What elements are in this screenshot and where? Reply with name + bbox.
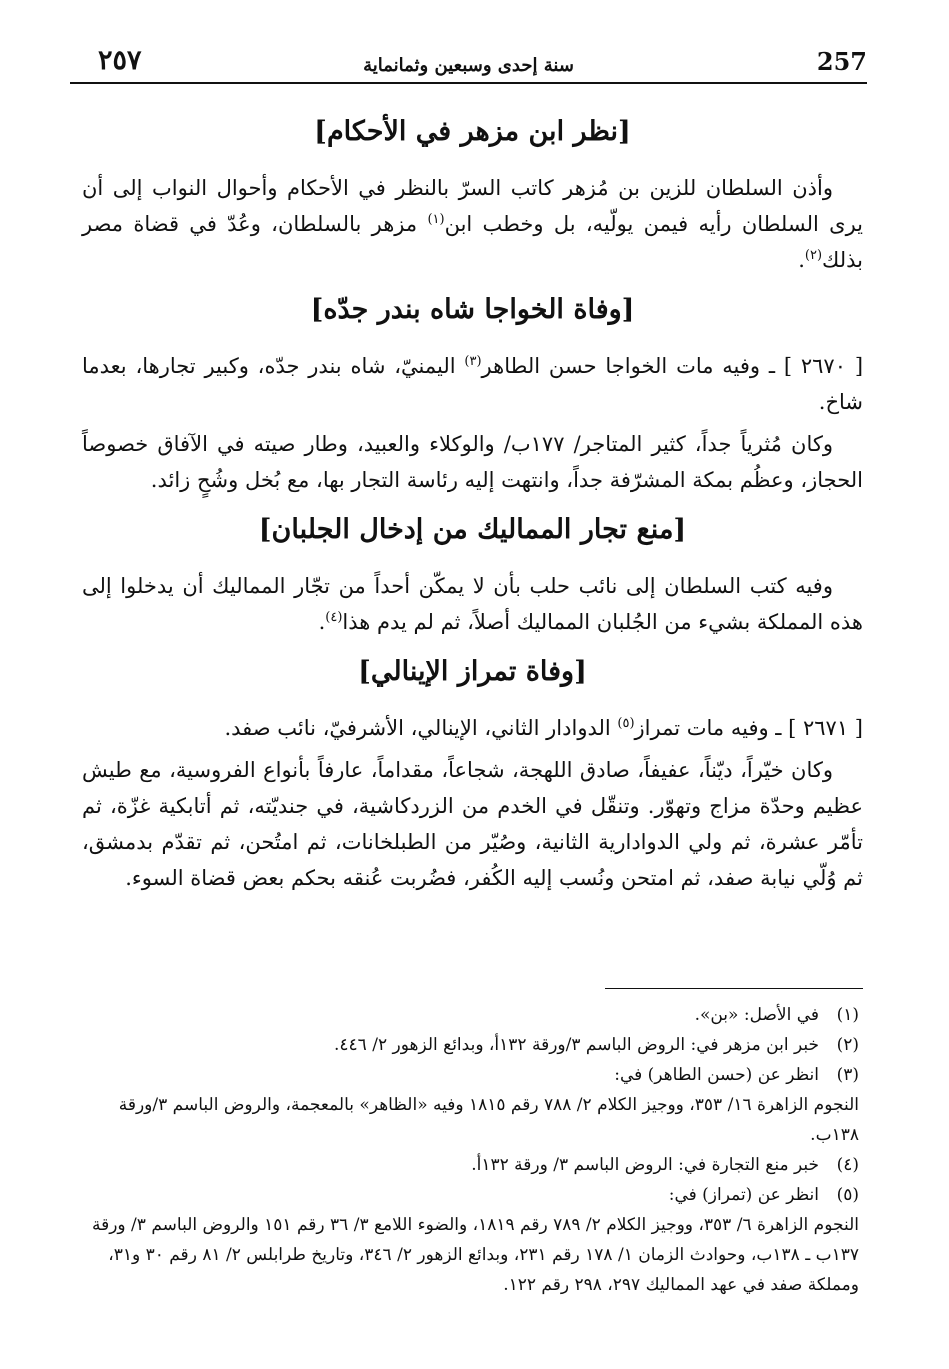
footnote-number: (٢) — [836, 1035, 859, 1055]
footnote-text: في الأصل: «بن». — [694, 1005, 819, 1025]
footnote-continuation: النجوم الزاهرة ١٦/ ٣٥٣، ووجيز الكلام ٢/ ٧٨٨ رقم ١٨١٥ وفيه «الظاهر» بالمعجمة، والروض الباسم ٣/ورقة ١٣٨ب. — [118, 1095, 859, 1145]
footnote-ref: (٤) — [325, 610, 343, 625]
footnote-text: انظر عن (حسن الطاهر) في: — [614, 1065, 819, 1085]
entry-paragraph: [ ٢٦٧١ ] ـ وفيه مات تمراز$^{(٥)}$ الدوادار الثاني، الإينالي، الأشرفيّ، نائب صفد. — [224, 716, 863, 740]
footnote-text: خبر منع التجارة في: الروض الباسم ٣/ ورقة ١٣٢أ. — [471, 1155, 819, 1175]
footnote-number: (٥) — [836, 1185, 859, 1205]
entry-paragraph: [ ٢٦٧٠ ] ـ وفيه مات الخواجا حسن الطاهر$^{(٣)}$ اليمنيّ، شاه بندر جدّه، وكبير تجارها، بعدما شاخ. — [82, 354, 864, 414]
paragraph: وفيه كتب السلطان إلى نائب حلب بأن لا يمكّن أحداً من تجّار المماليك أن يدخلوا إلى هذه المملكة بشيء من الجُلبان المماليك أصلاً، ثم لم يدم هذا$^{(٤)}$. — [82, 574, 863, 634]
footnote — [82, 1150, 859, 1180]
footnote-ref: (١) — [427, 212, 445, 227]
page-number-latin: 257 — [816, 47, 867, 76]
footnotes — [82, 1000, 859, 1300]
footnote — [82, 1000, 859, 1030]
footnote-ref: (٥) — [617, 716, 635, 731]
paragraph: وأذن السلطان للزين بن مُزهر كاتب السرّ بالنظر في الأحكام وأحوال النواب إلى أن يرى السلطان رأيه فيمن يولّيه، بل وخطب ابن$^{(١)}$ مزهر بالسلطان، وعُدّ في قضاة مصر بذلك$^{(٢)}$. — [82, 176, 863, 272]
footnote — [82, 1180, 859, 1210]
footnote-ref: (٢) — [804, 248, 823, 263]
paragraph: وكان خيّراً، ديّناً، عفيفاً، صادق اللهجة، شجاعاً، مقداماً، عارفاً بأنواع الفروسية، مع طيش عظيم وحدّة مزاج وتهوّر. وتنقّل في الخدم من الزردكاشية، في جنديّته، ثم أتابكية غزّة، ثم تأمّر عشرة، ثم ولي الدوادارية الثانية، وصُيّر من الطبلخانات، ثم امتُحن، ثم تقدّم بدمشق، ثم وُلّي نيابة صفد، ثم امتحن ونُسب إليه الكُفر، فضُربت عُنقه بحكم بعض قضاة السوء. — [82, 758, 863, 890]
footnote — [82, 1030, 859, 1060]
footnote-continuation: النجوم الزاهرة ٦/ ٣٥٣، ووجيز الكلام ٢/ ٧٨٩ رقم ١٨١٩، والضوء اللامع ٣/ ٣٦ رقم ١٥١ والروض الباسم ٣/ ورقة ١٣٧ب ـ ١٣٨ب، وحوادث الزمان ١/ ١٧٨ رقم ٢٣١، وبدائع الزهور ٢/ ٣٤٦، وتاريخ طرابلس ٢/ ٨١ رقم ٣٠ و٣١، ومملكة صفد في عهد المماليك ٢٩٧، ٢٩٨ رقم ١٢٢. — [91, 1215, 859, 1295]
page-number-arabic: ٢٥٧ — [98, 45, 142, 76]
section-heading: [نظر ابن مزهر في الأحكام] — [314, 116, 631, 147]
page-header — [70, 38, 867, 84]
footnote-number: (٤) — [836, 1155, 859, 1175]
footnote-ref: (٣) — [464, 354, 482, 369]
section-heading: [منع تجار المماليك من إدخال الجلبان] — [258, 514, 687, 545]
footnote-number: (٣) — [836, 1065, 859, 1085]
footnote-text: خبر ابن مزهر في: الروض الباسم ٣/ورقة ١٣٢أ، وبدائع الزهور ٢/ ٤٤٦. — [334, 1035, 819, 1055]
section-heading: [وفاة الخواجا شاه بندر جدّه] — [310, 294, 635, 325]
main-text — [82, 100, 863, 902]
running-title: سنة إحدى وسبعين وثمانماية — [363, 55, 574, 76]
paragraph: وكان مُثرياً جداً، كثير المتاجر/ ١٧٧ب/ والوكلاء والعبيد، وطار صيته في الآفاق خصوصاً الحجاز، وعظُم بمكة المشرّفة جداً، وانتهت إليه رئاسة التجار بها، مع بُخل وشُحٍ زائد. — [82, 432, 863, 492]
footnote-separator — [605, 988, 863, 989]
footnote-text: انظر عن (تمراز) في: — [668, 1185, 819, 1205]
footnote — [82, 1060, 859, 1090]
section-heading: [وفاة تمراز الإينالي] — [358, 656, 587, 687]
footnote-number: (١) — [836, 1005, 859, 1025]
